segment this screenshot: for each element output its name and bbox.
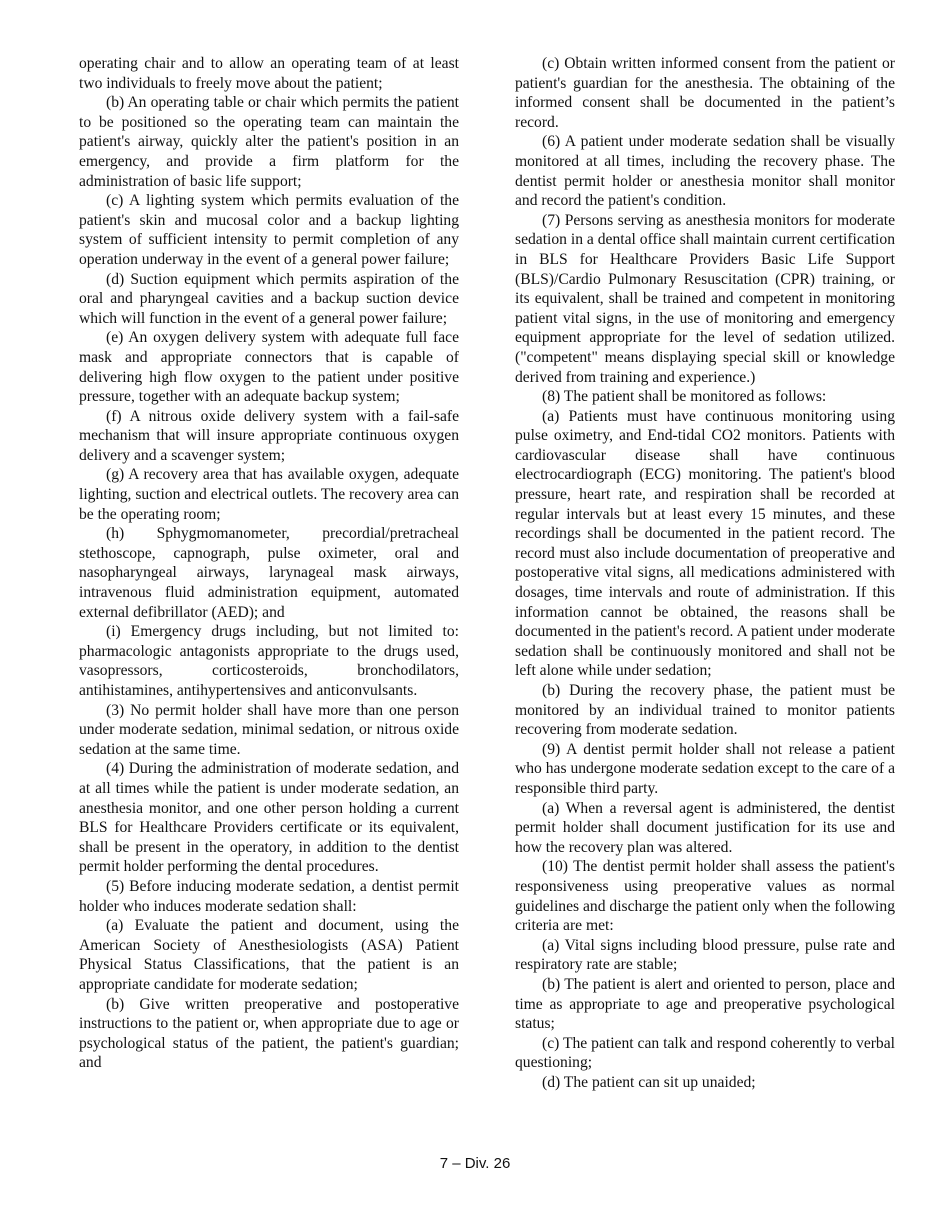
paragraph: (g) A recovery area that has available oxygen, adequate lighting, suction and electrical outlets. The recovery area can be the operating room; xyxy=(79,466,459,523)
paragraph: (a) Vital signs including blood pressure, pulse rate and respiratory rate are stable; xyxy=(515,936,895,974)
paragraph: (10) The dentist permit holder shall assess the patient's responsiveness using preoperative values as normal guidelines and discharge the patient only when the following criteria are met: xyxy=(515,858,895,935)
paragraph: (d) Suction equipment which permits aspiration of the oral and pharyngeal cavities and a backup suction device which will function in the event of a general power failure; xyxy=(79,270,459,327)
paragraph: (6) A patient under moderate sedation shall be visually monitored at all times, including the recovery phase. The dentist permit holder or anesthesia monitor shall monitor and record the patient's condition. xyxy=(515,133,895,210)
paragraph: (f) A nitrous oxide delivery system with a fail-safe mechanism that will insure appropriate continuous oxygen delivery and a scavenger system; xyxy=(79,407,459,464)
paragraph: (b) During the recovery phase, the patient must be monitored by an individual trained to monitor patients recovering from moderate sedation. xyxy=(515,682,895,739)
paragraph: (9) A dentist permit holder shall not release a patient who has undergone moderate sedation except to the care of a responsible third party. xyxy=(515,740,895,797)
paragraph: (b) Give written preoperative and postoperative instructions to the patient or, when appropriate due to age or psychological status of the patient, the patient's guardian; and xyxy=(79,995,459,1072)
paragraph: (h) Sphygmomanometer, precordial/pretracheal stethoscope, capnograph, pulse oximeter, oral and nasopharyngeal airways, larynageal mask airways, intravenous fluid administration equipment, automated external defibrillator (AED); and xyxy=(79,525,459,621)
paragraph: (a) Patients must have continuous monitoring using pulse oximetry, and End-tidal CO2 monitors. Patients with cardiovascular disease shall have continuous electrocardiograph (ECG) monitoring. The patient's blood pressure, heart rate, and respiration shall be recorded at regular intervals but at least every 15 minutes, and these recordings shall be documented in the patient record. The record must also include documentation of preoperative and postoperative vital signs, all medications administered with dosages, time intervals and route of administration. If this information cannot be obtained, the reasons shall be documented in the patient's record. A patient under moderate sedation shall be continuously monitored and shall not be left alone while under sedation; xyxy=(515,407,895,680)
paragraph: (a) Evaluate the patient and document, using the American Society of Anesthesiologists (ASA) Patient Physical Status Classifications, that the patient is an appropriate candidate for moderate sedation; xyxy=(79,917,459,993)
paragraph: (d) The patient can sit up unaided; xyxy=(542,1073,756,1091)
paragraph: (5) Before inducing moderate sedation, a dentist permit holder who induces moderate sedation shall: xyxy=(79,877,459,915)
left-text-column xyxy=(79,54,459,1073)
paragraph: (c) The patient can talk and respond coherently to verbal questioning; xyxy=(515,1034,895,1072)
paragraph: (8) The patient shall be monitored as follows: xyxy=(542,388,827,406)
paragraph: (c) A lighting system which permits evaluation of the patient's skin and mucosal color and a backup lighting system of sufficient intensity to permit completion of any operation underway in the event of a general power failure; xyxy=(79,192,459,268)
paragraph: (b) The patient is alert and oriented to person, place and time as appropriate to age and preoperative psychological status; xyxy=(515,975,895,1033)
page-footer: 7 – Div. 26 xyxy=(439,1155,511,1172)
paragraph: (7) Persons serving as anesthesia monitors for moderate sedation in a dental office shall maintain current certification in BLS for Healthcare Providers Basic Life Support (BLS)/Cardio Pulmonary Resuscitation (CPR) training, or its equivalent, shall be trained and competent in monitoring patient vital signs, in the use of monitoring and emergency equipment appropriate for the level of sedation utilized. ("competent" means displaying special skill or knowledge derived from training and experience.) xyxy=(515,211,895,386)
paragraph: (3) No permit holder shall have more than one person under moderate sedation, minimal sedation, or nitrous oxide sedation at the same time. xyxy=(79,701,459,758)
paragraph: (i) Emergency drugs including, but not limited to: pharmacologic antagonists appropriate to the drugs used, vasopressors, corticosteroids, bronchodilators, antihistamines, antihypertensives and anticonvulsants. xyxy=(79,623,459,699)
paragraph: (a) When a reversal agent is administered, the dentist permit holder shall document justification for its use and how the recovery plan was altered. xyxy=(515,799,895,856)
paragraph: (4) During the administration of moderate sedation, and at all times while the patient is under moderate sedation, an anesthesia monitor, and one other person holding a current BLS for Healthcare Providers certificate or its equivalent, shall be present in the operatory, in addition to the dentist permit holder performing the dental procedures. xyxy=(79,760,459,876)
paragraph: operating chair and to allow an operating team of at least two individuals to freely move about the patient; xyxy=(79,55,459,92)
paragraph: (c) Obtain written informed consent from the patient or patient's guardian for the anesthesia. The obtaining of the informed consent shall be documented in the patient’s record. xyxy=(515,55,895,131)
paragraph: (b) An operating table or chair which permits the patient to be positioned so the operating team can maintain the patient's airway, quickly alter the patient's position in an emergency, and provide a firm platform for the administration of basic life support; xyxy=(79,94,459,190)
right-text-column xyxy=(515,54,895,1092)
paragraph: (e) An oxygen delivery system with adequate full face mask and appropriate connectors that is capable of delivering high flow oxygen to the patient under positive pressure, together with an adequate backup system; xyxy=(79,329,459,406)
